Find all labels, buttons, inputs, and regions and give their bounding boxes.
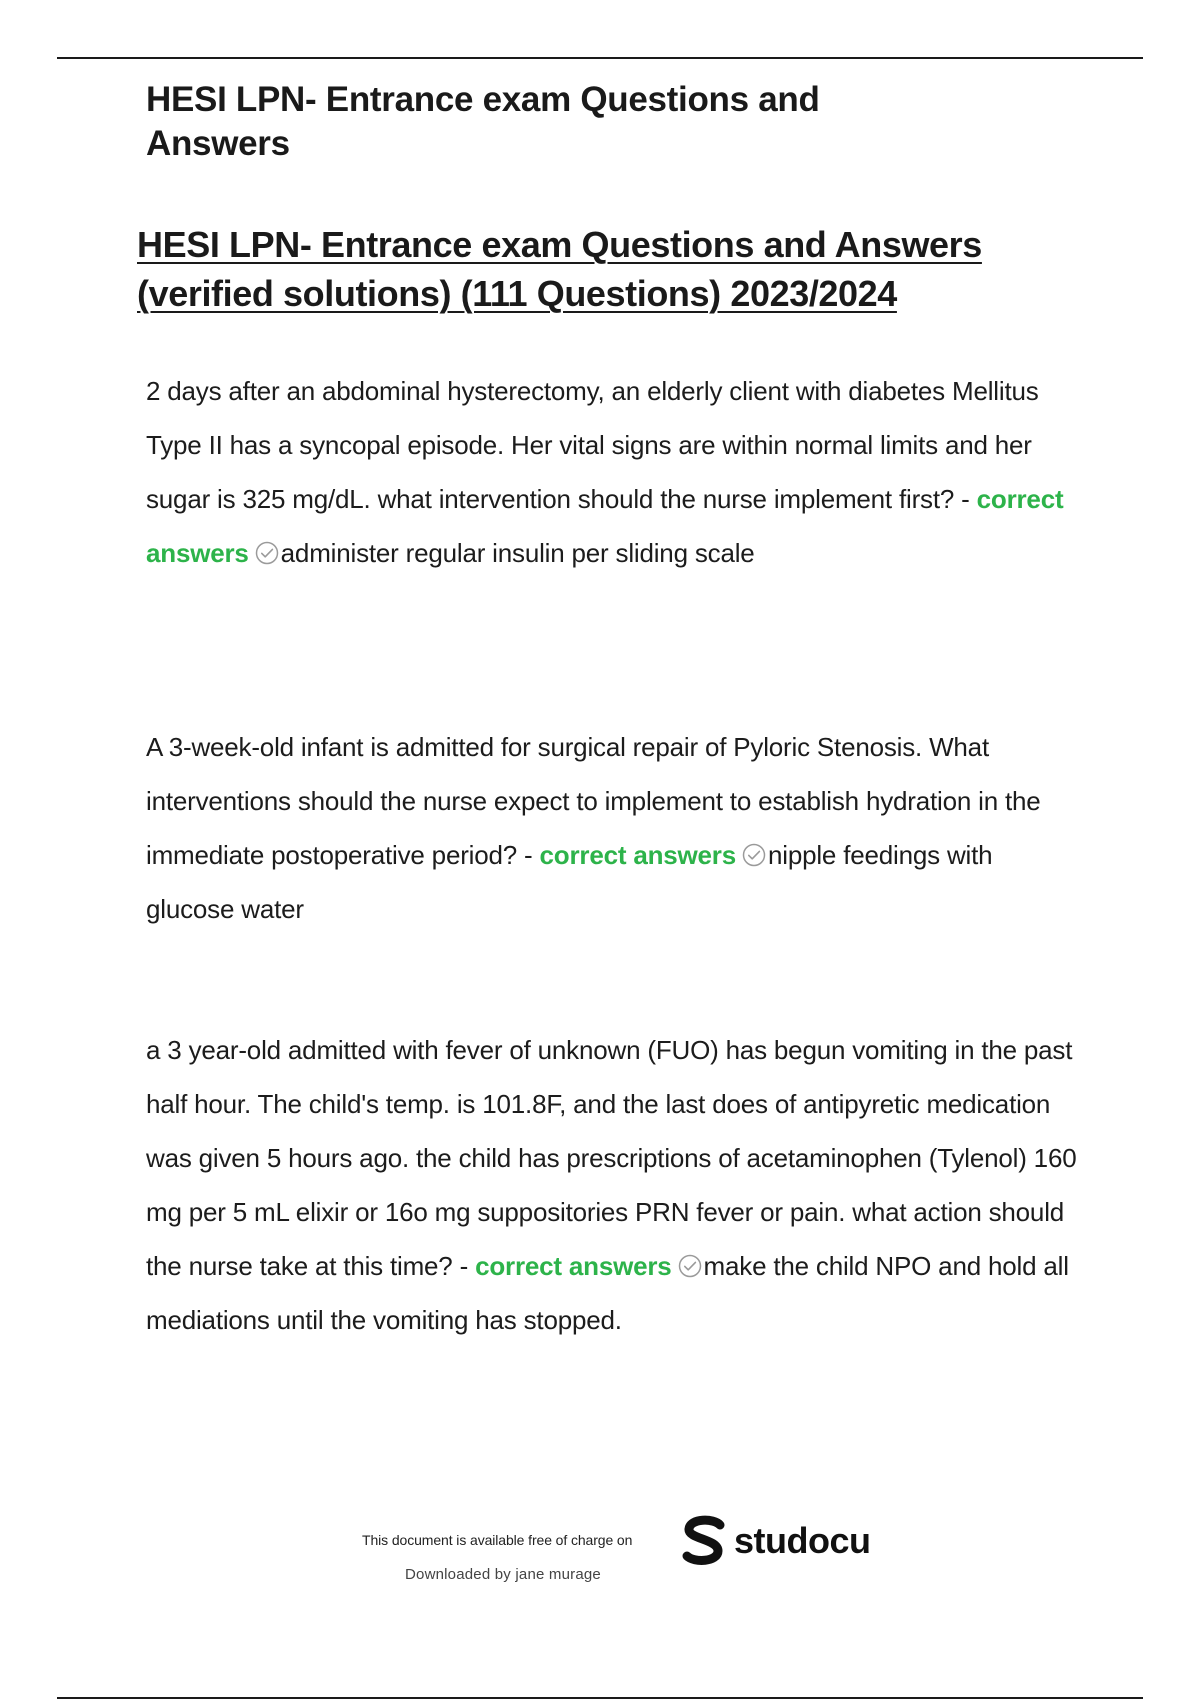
brand-name: studocu: [734, 1520, 871, 1561]
header-title: HESI LPN- Entrance exam Questions and Answers: [146, 80, 820, 163]
question-text: a 3 year-old admitted with fever of unknown (FUO) has begun vomiting in the past half hour. The child's temp. is 101.8F, and the last does of antipyretic medication was given 5 hours ago. the child has prescriptions of acetaminophen (Tylenol) 160 mg per 5 mL elixir or 16o mg suppositories PRN fever or pain. what action should the nurse take at this time?: [146, 1035, 1077, 1281]
qa-item: [146, 364, 1086, 580]
qa-item: [146, 720, 1086, 936]
answer-text: administer regular insulin per sliding scale: [280, 538, 755, 568]
availability-note: This document is available free of charge on: [362, 1532, 633, 1548]
studocu-logo-icon: [680, 1515, 728, 1567]
answer-label: correct answers: [146, 484, 1064, 568]
answer-label: correct answers: [539, 840, 736, 870]
separator: -: [452, 1251, 476, 1281]
separator: -: [954, 484, 977, 514]
studocu-logo-link[interactable]: [680, 1514, 871, 1568]
document-footer: [0, 1500, 1200, 1600]
top-divider: [57, 57, 1143, 59]
qa-item: [146, 1023, 1086, 1347]
check-circle-icon: [255, 541, 279, 565]
downloaded-by: Downloaded by jane murage: [405, 1566, 601, 1583]
question-text: 2 days after an abdominal hysterectomy, an elderly client with diabetes Mellitus Type II has a syncopal episode. Her vital signs are within normal limits and her sugar is 325 mg/dL. what intervention should the nurse implement first?: [146, 376, 1039, 514]
answer-label: correct answers: [475, 1251, 672, 1281]
check-circle-icon: [742, 843, 766, 867]
document-title: HESI LPN- Entrance exam Questions and Answers (verified solutions) (111 Questions) 2023/2024: [137, 224, 982, 314]
question-text: A 3-week-old infant is admitted for surgical repair of Pyloric Stenosis. What interventions should the nurse expect to implement to establish hydration in the immediate postoperative period?: [146, 732, 1041, 870]
answer-text: make the child NPO and hold all mediations until the vomiting has stopped.: [146, 1251, 1069, 1335]
check-circle-icon: [678, 1254, 702, 1278]
bottom-divider: [57, 1697, 1143, 1699]
separator: -: [517, 840, 540, 870]
answer-text: nipple feedings with glucose water: [146, 840, 993, 924]
